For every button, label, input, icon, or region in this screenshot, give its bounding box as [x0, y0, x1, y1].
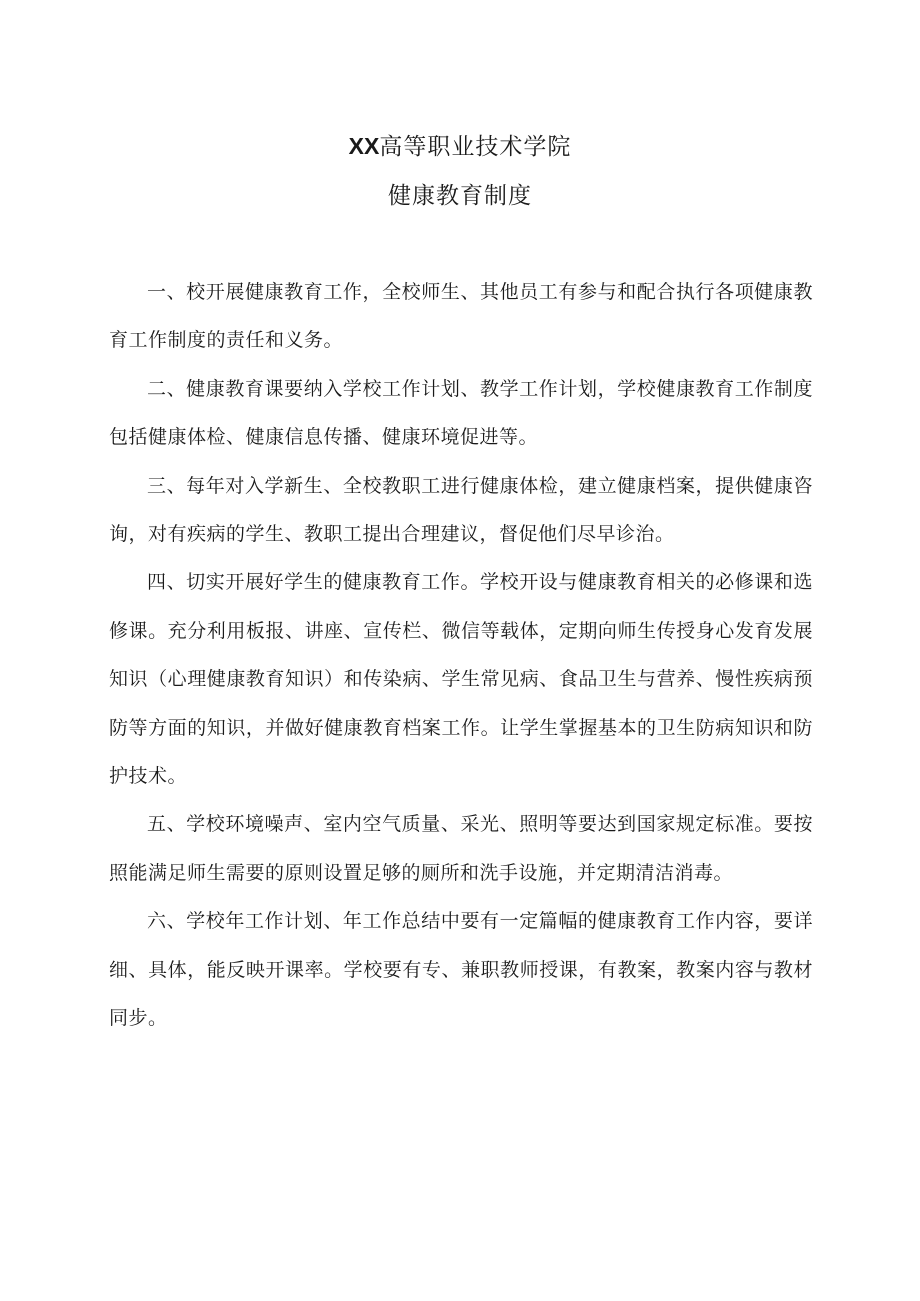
title-prefix: XX: [348, 133, 380, 159]
title-school-name: 高等职业技术学院: [379, 134, 572, 160]
paragraph-1: 一、校开展健康教育工作，全校师生、其他员工有参与和配合执行各项健康教育工作制度的责任和义务。: [109, 281, 813, 352]
paragraph-5: 五、学校环境噪声、室内空气质量、采光、照明等要达到国家规定标准。要按照能满足师生需要的原则设置足够的厕所和洗手设施，并定期清洁消毒。: [109, 813, 813, 884]
document-body: [109, 268, 813, 1043]
paragraph-6: 六、学校年工作计划、年工作总结中要有一定篇幅的健康教育工作内容，要详细、具体，能反映开课率。学校要有专、兼职教师授课，有教案，教案内容与教材同步。: [109, 910, 813, 1030]
paragraph-4: 四、切实开展好学生的健康教育工作。学校开设与健康教育相关的必修课和选修课。充分利用板报、讲座、宣传栏、微信等载体，定期向师生传授身心发育发展知识（心理健康教育知识）和传染病、学生常见病、食品卫生与营养、慢性疾病预防等方面的知识，并做好健康教育档案工作。让学生掌握基本的卫生防病知识和防护技术。: [109, 571, 813, 788]
paragraph-2: 二、健康教育课要纳入学校工作计划、教学工作计划，学校健康教育工作制度包括健康体检、健康信息传播、健康环境促进等。: [109, 377, 813, 449]
document-subtitle: 健康教育制度: [388, 183, 532, 209]
document-title: [0, 128, 920, 161]
paragraph-3: 三、每年对入学新生、全校教职工进行健康体检，建立健康档案，提供健康咨询，对有疾病的学生、教职工提出合理建议，督促他们尽早诊治。: [109, 474, 813, 546]
